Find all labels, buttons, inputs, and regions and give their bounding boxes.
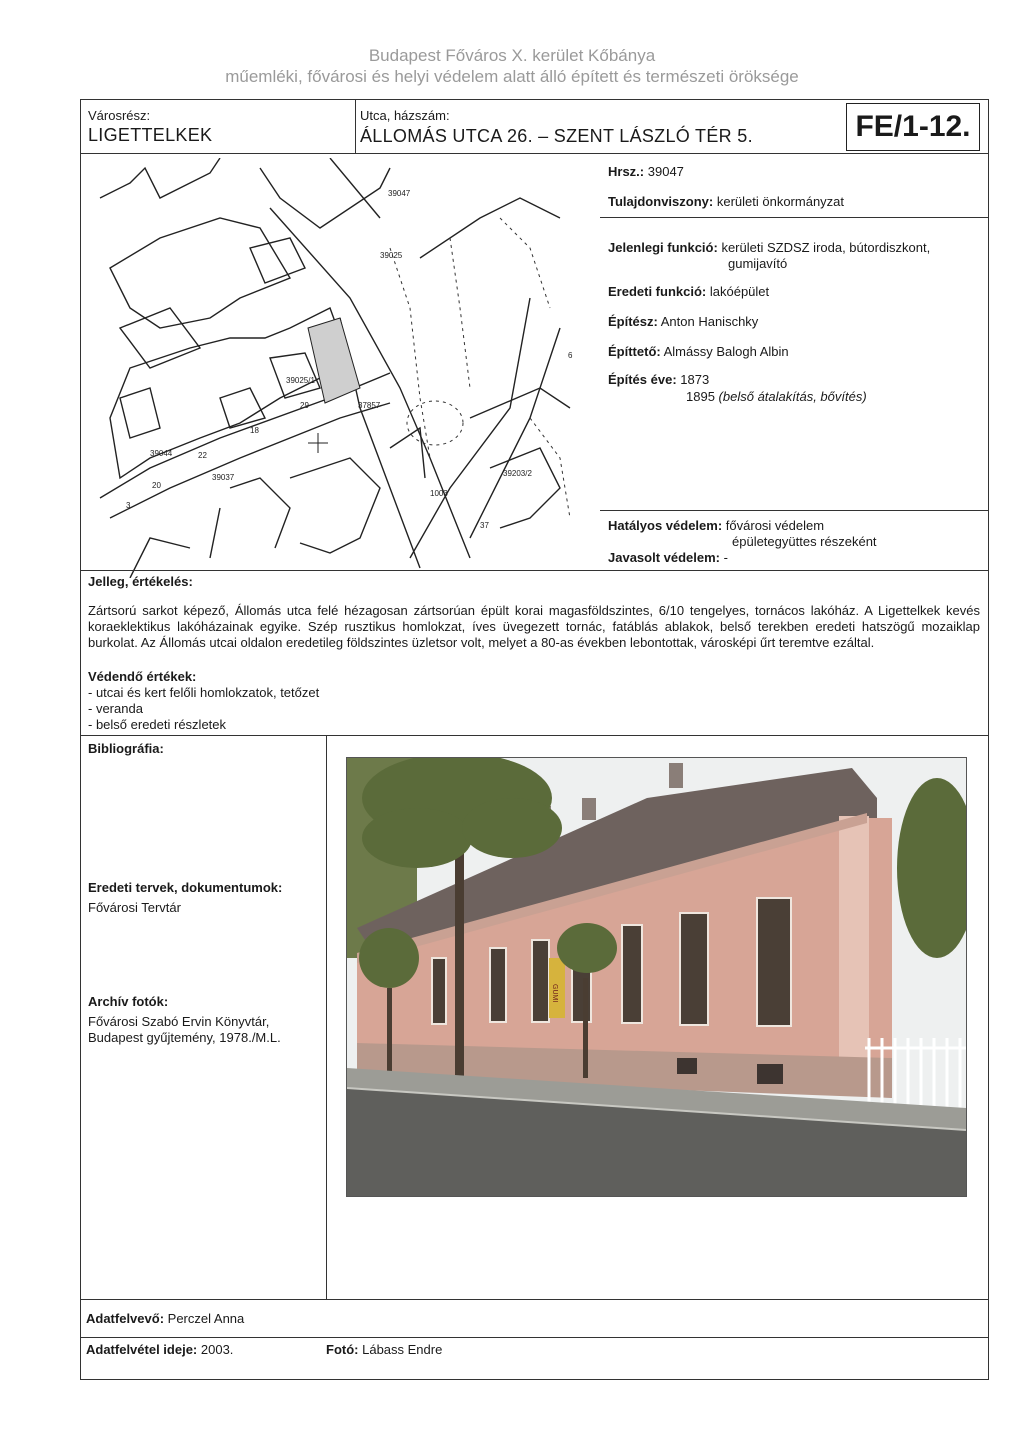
protection-label: Hatályos védelem: — [608, 518, 723, 533]
map-label: 39037 — [212, 473, 235, 482]
divider — [80, 1337, 989, 1338]
original-function-label: Eredeti funkció: — [608, 284, 707, 299]
original-function-field — [608, 284, 769, 300]
map-label: 39203/2 — [503, 469, 532, 478]
year2-note: (belső átalakítás, bővítés) — [718, 389, 867, 404]
current-function-label: Jelenlegi funkció: — [608, 240, 718, 255]
protection-value-2: épületegyüttes részeként — [732, 534, 877, 549]
photographer-field — [326, 1342, 442, 1358]
divider — [80, 570, 989, 571]
year-label: Építés éve: — [608, 372, 677, 387]
recorder-label: Adatfelvevő: — [86, 1311, 165, 1326]
divider — [80, 1299, 989, 1300]
archive-label: Archív fotók: — [88, 994, 169, 1009]
current-function-value: kerületi SZDSZ iroda, bútordiszkont, — [721, 240, 931, 255]
architect-field — [608, 314, 758, 330]
year-value: 1873 — [680, 372, 710, 387]
bibliography-label: Bibliográfia: — [88, 741, 164, 756]
date-label: Adatfelvétel ideje: — [86, 1342, 198, 1357]
values-item: - utcai és kert felőli homlokzatok, tetőzet — [88, 685, 320, 700]
district-label: Városrész: — [88, 108, 151, 123]
map-label: 20 — [152, 481, 161, 490]
map-label: 37857 — [358, 401, 381, 410]
values-item: - veranda — [88, 701, 143, 716]
header-subtitle: műemléki, fővárosi és helyi védelem alatt álló épített és természeti öröksége — [225, 67, 799, 86]
shop-sign: GUMI — [551, 984, 558, 1003]
values-label: Védendő értékek: — [88, 669, 197, 684]
map-label: 18 — [250, 426, 259, 435]
map-label: 6 — [568, 351, 573, 360]
year2-field — [686, 389, 867, 405]
proposed-field — [608, 550, 728, 566]
map-label: 37 — [480, 521, 489, 530]
hrsz-value: 39047 — [647, 164, 684, 179]
builder-value: Almássy Balogh Albin — [663, 344, 789, 359]
street-value: ÁLLOMÁS UTCA 26. – SZENT LÁSZLÓ TÉR 5. — [360, 126, 753, 146]
divider — [355, 99, 356, 153]
proposed-value: - — [723, 550, 728, 565]
plans-value: Fővárosi Tervtár — [88, 900, 181, 915]
builder-label: Építtető: — [608, 344, 661, 359]
divider — [600, 510, 989, 511]
photographer-label: Fotó: — [326, 1342, 359, 1357]
proposed-label: Javasolt védelem: — [608, 550, 721, 565]
protection-field — [608, 518, 824, 534]
year-field — [608, 372, 709, 388]
divider — [600, 217, 989, 218]
record-code: FE/1-12. — [846, 103, 980, 151]
map-label: 39025/1 — [286, 376, 315, 385]
architect-value: Anton Hanischky — [660, 314, 759, 329]
date-value: 2003. — [200, 1342, 234, 1357]
protection-value: fővárosi védelem — [725, 518, 825, 533]
map-label: 1003 — [430, 489, 448, 498]
recorder-field — [86, 1311, 244, 1327]
map-label: 29 — [300, 401, 309, 410]
district-value: LIGETTELKEK — [88, 125, 213, 145]
character-label: Jelleg, értékelés: — [88, 574, 193, 589]
archive-value-1: Fővárosi Szabó Ervin Könyvtár, — [88, 1014, 270, 1029]
owner-label: Tulajdonviszony: — [608, 194, 714, 209]
architect-label: Építész: — [608, 314, 658, 329]
owner-field — [608, 194, 844, 210]
header-title: Budapest Főváros X. kerület Kőbánya — [368, 46, 656, 65]
cadastral-map — [90, 158, 590, 578]
year2-value: 1895 — [686, 389, 715, 404]
current-function-value-2: gumijavító — [728, 256, 788, 271]
character-text: Zártsorú sarkot képező, Állomás utca felé hézagosan zártsorúan épült korai magasföldszintes, 6/10 tengelyes, tornácos lakóház. A Ligettelkek kevés koraeklektikus lakóházainak egyike. Szép rusztikus homlokzat, íves üvegezett tornác, fatáblás ablakok, belső terekben eredeti hatszögű mozaiklap burkolat. Az Állomás utcai oldalon eredetileg földszintes üzletsor volt, melyet a 80-as években lebontottak, városképi űrt teremtve ezáltal. — [88, 603, 980, 650]
hrsz-field — [608, 164, 684, 180]
map-label: 39025 — [380, 251, 403, 260]
plans-label: Eredeti tervek, dokumentumok: — [88, 880, 283, 895]
photographer-value: Lábass Endre — [362, 1342, 443, 1357]
current-function-field — [608, 240, 930, 256]
date-field — [86, 1342, 233, 1358]
owner-value: kerületi önkormányzat — [716, 194, 845, 209]
map-label: 39047 — [388, 189, 411, 198]
building-photo — [346, 757, 967, 1197]
recorder-value: Perczel Anna — [167, 1311, 245, 1326]
archive-value-2: Budapest gyűjtemény, 1978./M.L. — [88, 1030, 281, 1045]
divider — [80, 735, 989, 736]
map-label: 3 — [126, 501, 131, 510]
builder-field — [608, 344, 789, 360]
map-label: 39044 — [150, 449, 173, 458]
values-item: - belső eredeti részletek — [88, 717, 227, 732]
original-function-value: lakóépület — [709, 284, 770, 299]
divider — [326, 735, 327, 1299]
hrsz-label: Hrsz.: — [608, 164, 645, 179]
map-label: 22 — [198, 451, 207, 460]
street-label: Utca, házszám: — [360, 108, 450, 123]
divider — [80, 153, 989, 154]
